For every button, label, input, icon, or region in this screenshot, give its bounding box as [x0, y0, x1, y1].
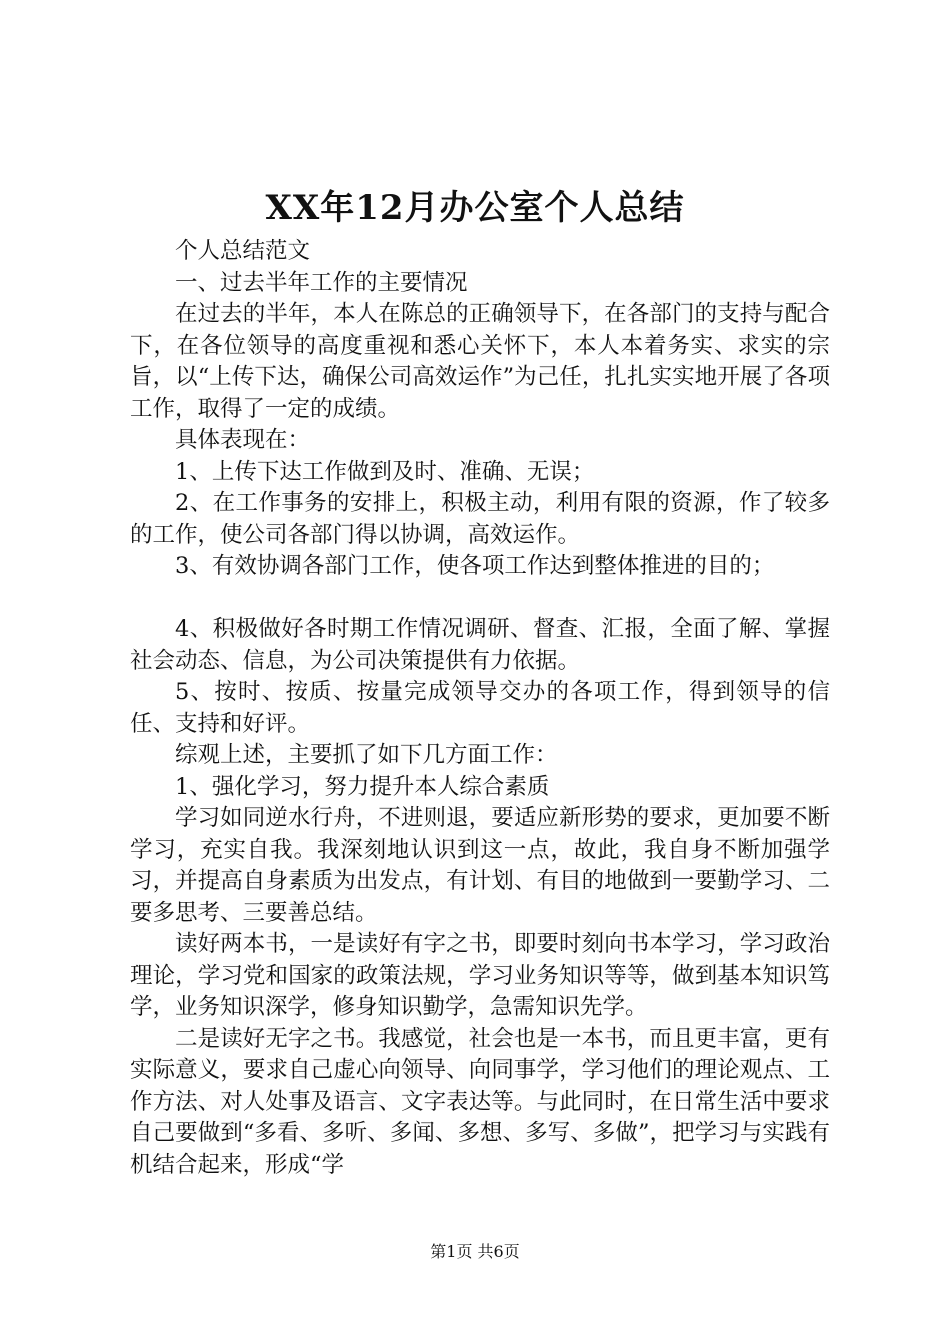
- paragraph: 1、强化学习，努力提升本人综合素质: [175, 773, 550, 800]
- paragraph: 学习如同逆水行舟，不进则退，要适应新形势的要求，更加要不断学习，充实自我。我深刻地认识到这一点，故此，我自身不断加强学习，并提高自身素质为出发点，有计划、有目的地做到一要勤学习、二要多思考、三要善总结。: [130, 805, 830, 926]
- paragraph: 综观上述，主要抓了如下几方面工作：: [175, 742, 558, 768]
- paragraph: 2、在工作事务的安排上，积极主动，利用有限的资源，作了较多的工作，使公司各部门得以协调，高效运作。: [130, 490, 830, 548]
- paragraph: 具体表现在：: [175, 427, 311, 453]
- paragraph: 个人总结范文: [175, 238, 311, 264]
- paragraph: 读好两本书，一是读好有字之书，即要时刻向书本学习，学习政治理论，学习党和国家的政策法规，学习业务知识等等，做到基本知识笃学，业务知识深学，修身知识勤学，急需知识先学。: [130, 931, 830, 1020]
- paragraph: 5、按时、按质、按量完成领导交办的各项工作，得到领导的信任、支持和好评。: [130, 679, 830, 737]
- paragraph: 4、积极做好各时期工作情况调研、督查、汇报，全面了解、掌握社会动态、信息，为公司决策提供有力依据。: [130, 616, 830, 674]
- page-footer: 第1页 共6页: [430, 1242, 520, 1261]
- document-title: XX年12月办公室个人总结: [265, 188, 685, 228]
- paragraph: 1、上传下达工作做到及时、准确、无误；: [175, 458, 595, 485]
- paragraph: 3、有效协调各部门工作，使各项工作达到整体推进的目的；: [175, 553, 775, 579]
- document-body: [130, 236, 830, 1181]
- paragraph: 在过去的半年，本人在陈总的正确领导下，在各部门的支持与配合下，在各位领导的高度重视和悉心关怀下，本人本着务实、求实的宗旨，以“上传下达，确保公司高效运作”为己任，扎扎实实地开展了各项工作，取得了一定的成绩。: [130, 301, 830, 422]
- paragraph: 一、过去半年工作的主要情况: [175, 269, 468, 296]
- paragraph: 二是读好无字之书。我感觉，社会也是一本书，而且更丰富，更有实际意义，要求自己虚心向领导、向同事学，学习他们的理论观点、工作方法、对人处事及语言、文字表达等。与此同时，在日常生活中要求自己要做到“多看、多听、多闻、多想、多写、多做”，把学习与实践有机结合起来，形成“学: [130, 1025, 830, 1178]
- blank-paragraph: [130, 583, 830, 615]
